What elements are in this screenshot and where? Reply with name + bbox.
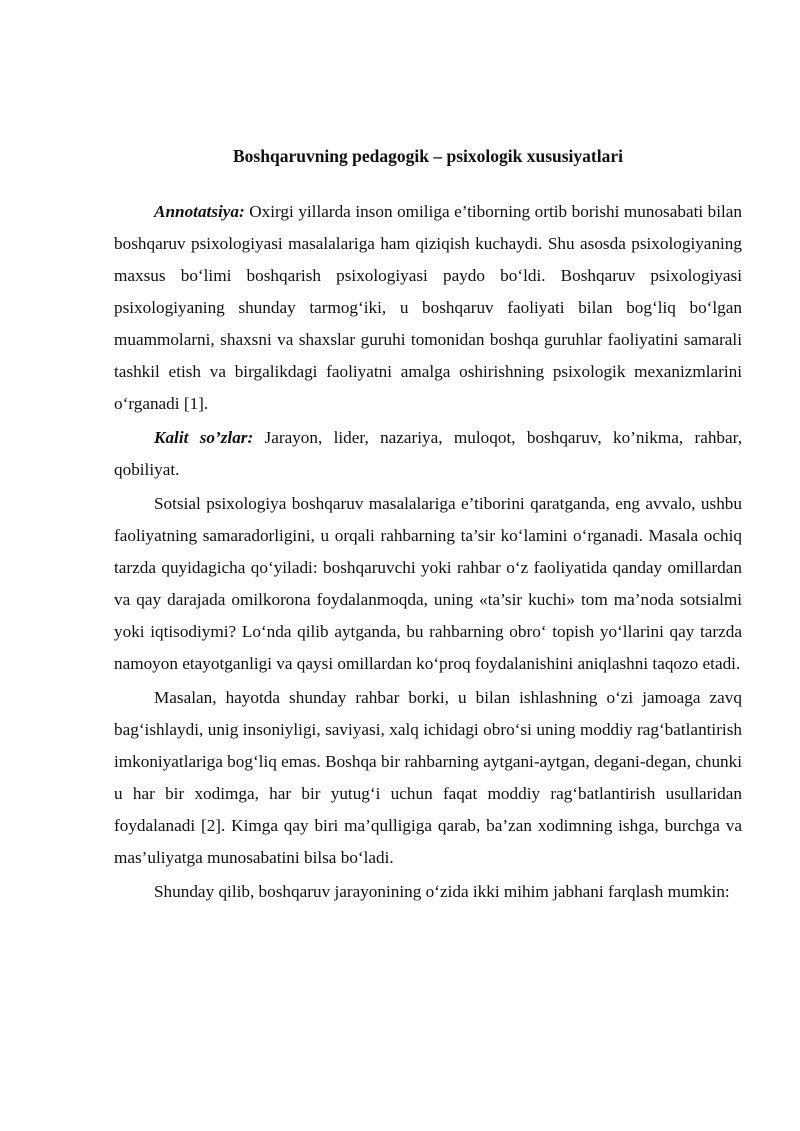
body-paragraph: Masalan, hayotda shunday rahbar borki, u bilan ishlashning o‘zi jamoaga zavq bag‘ishlaydi, unig insoniyligi, saviyasi, xalq ichidagi obro‘si uning moddiy rag‘batlantirish imkoniyatlariga bog‘liq emas. Boshqa bir rahbarning aytgani-aytgan, degani-degan, chunki u har bir xodimga, har bir yutug‘i uchun faqat moddiy rag‘batlantirish usullaridan foydalanadi [2]. Kimga qay biri ma’qulligiga qarab, ba’zan xodimning ishga, burchga va mas’uliyatga munosabatini bilsa bo‘ladi. (114, 688, 742, 867)
document-page (114, 140, 742, 910)
keywords-text: Jarayon, lider, nazariya, muloqot, boshqaruv, ko’nikma, rahbar, qobiliyat. (114, 428, 742, 479)
abstract-label: Annotatsiya: (154, 202, 245, 221)
document-title: Boshqaruvning pedagogik – psixologik xususiyatlari (233, 146, 623, 166)
abstract-paragraph (114, 196, 742, 420)
body-paragraph: Shunday qilib, boshqaruv jarayonining o‘zida ikki mihim jabhani farqlash mumkin: (154, 882, 730, 901)
keywords-paragraph (114, 422, 742, 486)
keywords-label: Kalit so’zlar: (154, 428, 254, 447)
body-paragraph: Sotsial psixologiya boshqaruv masalalariga e’tiborini qaratganda, eng avvalo, ushbu faoliyatning samaradorligini, u orqali rahbarning ta’sir ko‘lamini o‘rganadi. Masala ochiq tarzda quyidagicha qo‘yiladi: boshqaruvchi yoki rahbar o‘z faoliyatida qanday omillardan va qay darajada omilkorona foydalanmoqda, uning «ta’sir kuchi» tom ma’noda sotsialmi yoki iqtisodiymi? Lo‘nda qilib aytganda, bu rahbarning obro‘ topish yo‘llarini qay tarzda namoyon etayotganligi va qaysi omillardan ko‘proq foydalanishini aniqlashni taqozo etadi. (114, 494, 742, 673)
abstract-text: Oxirgi yillarda inson omiliga e’tiborning ortib borishi munosabati bilan boshqaruv psixologiyasi masalalariga ham qiziqish kuchaydi. Shu asosda psixologiyaning maxsus bo‘limi boshqarish psixologiyasi paydo bo‘ldi. Boshqaruv psixologiyasi psixologiyaning shunday tarmog‘iki, u boshqaruv faoliyati bilan bog‘liq bo‘lgan muammolarni, shaxsni va shaxslar guruhi tomonidan boshqa guruhlar faoliyatini samarali tashkil etish va birgalikdagi faoliyatni amalga oshirishning psixologik mexanizmlarini o‘rganadi [1]. (114, 202, 742, 413)
